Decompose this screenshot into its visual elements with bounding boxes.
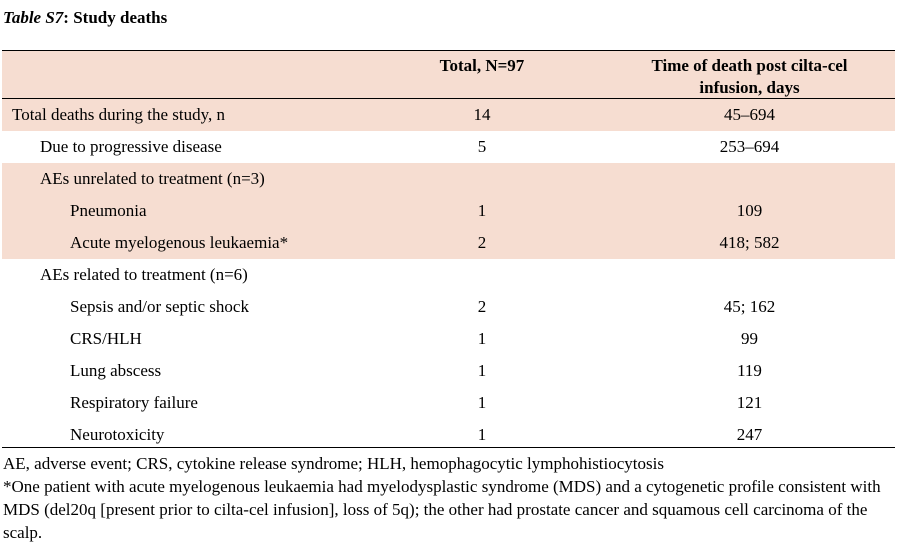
table-row <box>2 99 895 131</box>
row-time-of-death: 45–694 <box>724 105 775 124</box>
table-row <box>2 259 895 291</box>
row-label: Total deaths during the study, n <box>12 105 226 124</box>
table-row <box>2 195 895 227</box>
row-label: Neurotoxicity <box>70 425 165 444</box>
row-time-of-death: 109 <box>736 201 763 220</box>
row-time-of-death: 253–694 <box>719 137 780 156</box>
row-total: 2 <box>477 297 487 316</box>
row-time-of-death: 119 <box>737 361 762 380</box>
table-caption <box>3 8 167 28</box>
table-row <box>2 387 895 419</box>
header-time-line1: Time of death post cilta-cel <box>651 56 848 75</box>
row-label: Respiratory failure <box>70 393 198 412</box>
row-label: AEs unrelated to treatment (n=3) <box>40 169 265 188</box>
caption-title: : Study deaths <box>63 8 168 27</box>
row-time-of-death: 418; 582 <box>719 233 780 252</box>
row-label: Pneumonia <box>70 201 147 220</box>
header-total: Total, N=97 <box>439 56 525 75</box>
row-label: Acute myelogenous leukaemia* <box>70 233 289 252</box>
study-deaths-table <box>2 50 895 448</box>
row-time-of-death: 45; 162 <box>723 297 776 316</box>
table-row <box>2 323 895 355</box>
row-time-of-death: 247 <box>736 425 763 444</box>
footnote-abbreviations: AE, adverse event; CRS, cytokine release syndrome; HLH, hemophagocytic lymphohistiocytosis <box>3 454 664 473</box>
row-total: 1 <box>477 201 487 220</box>
table-header-row <box>2 51 895 99</box>
caption-label: Table S7 <box>3 8 64 27</box>
row-label: AEs related to treatment (n=6) <box>40 265 248 284</box>
row-label: CRS/HLH <box>70 329 142 348</box>
table-row <box>2 227 895 259</box>
row-total: 1 <box>477 361 487 380</box>
row-time-of-death: 121 <box>736 393 763 412</box>
footnote-note: *One patient with acute myelogenous leukaemia had myelodysplastic syndrome (MDS) and a cytogenetic profile consistent with MDS (del20q [present prior to cilta-cel infusion], loss of 5q); the other had prostate cancer and squamous cell carcinoma of the scalp. <box>3 477 881 542</box>
table-row <box>2 355 895 387</box>
row-label: Lung abscess <box>70 361 162 380</box>
row-total: 14 <box>473 105 491 124</box>
header-time-line2: infusion, days <box>699 78 800 97</box>
table-footnotes <box>3 452 893 544</box>
table-row <box>2 419 895 451</box>
table-row <box>2 131 895 163</box>
table-row <box>2 291 895 323</box>
table-row <box>2 163 895 195</box>
row-total: 1 <box>477 425 487 444</box>
row-total: 1 <box>477 393 487 412</box>
row-label: Due to progressive disease <box>40 137 222 156</box>
row-total: 2 <box>477 233 487 252</box>
header-time-of-death <box>622 55 877 99</box>
row-total: 1 <box>477 329 487 348</box>
row-total: 5 <box>477 137 487 156</box>
row-label: Sepsis and/or septic shock <box>70 297 249 316</box>
row-time-of-death: 99 <box>741 329 758 348</box>
